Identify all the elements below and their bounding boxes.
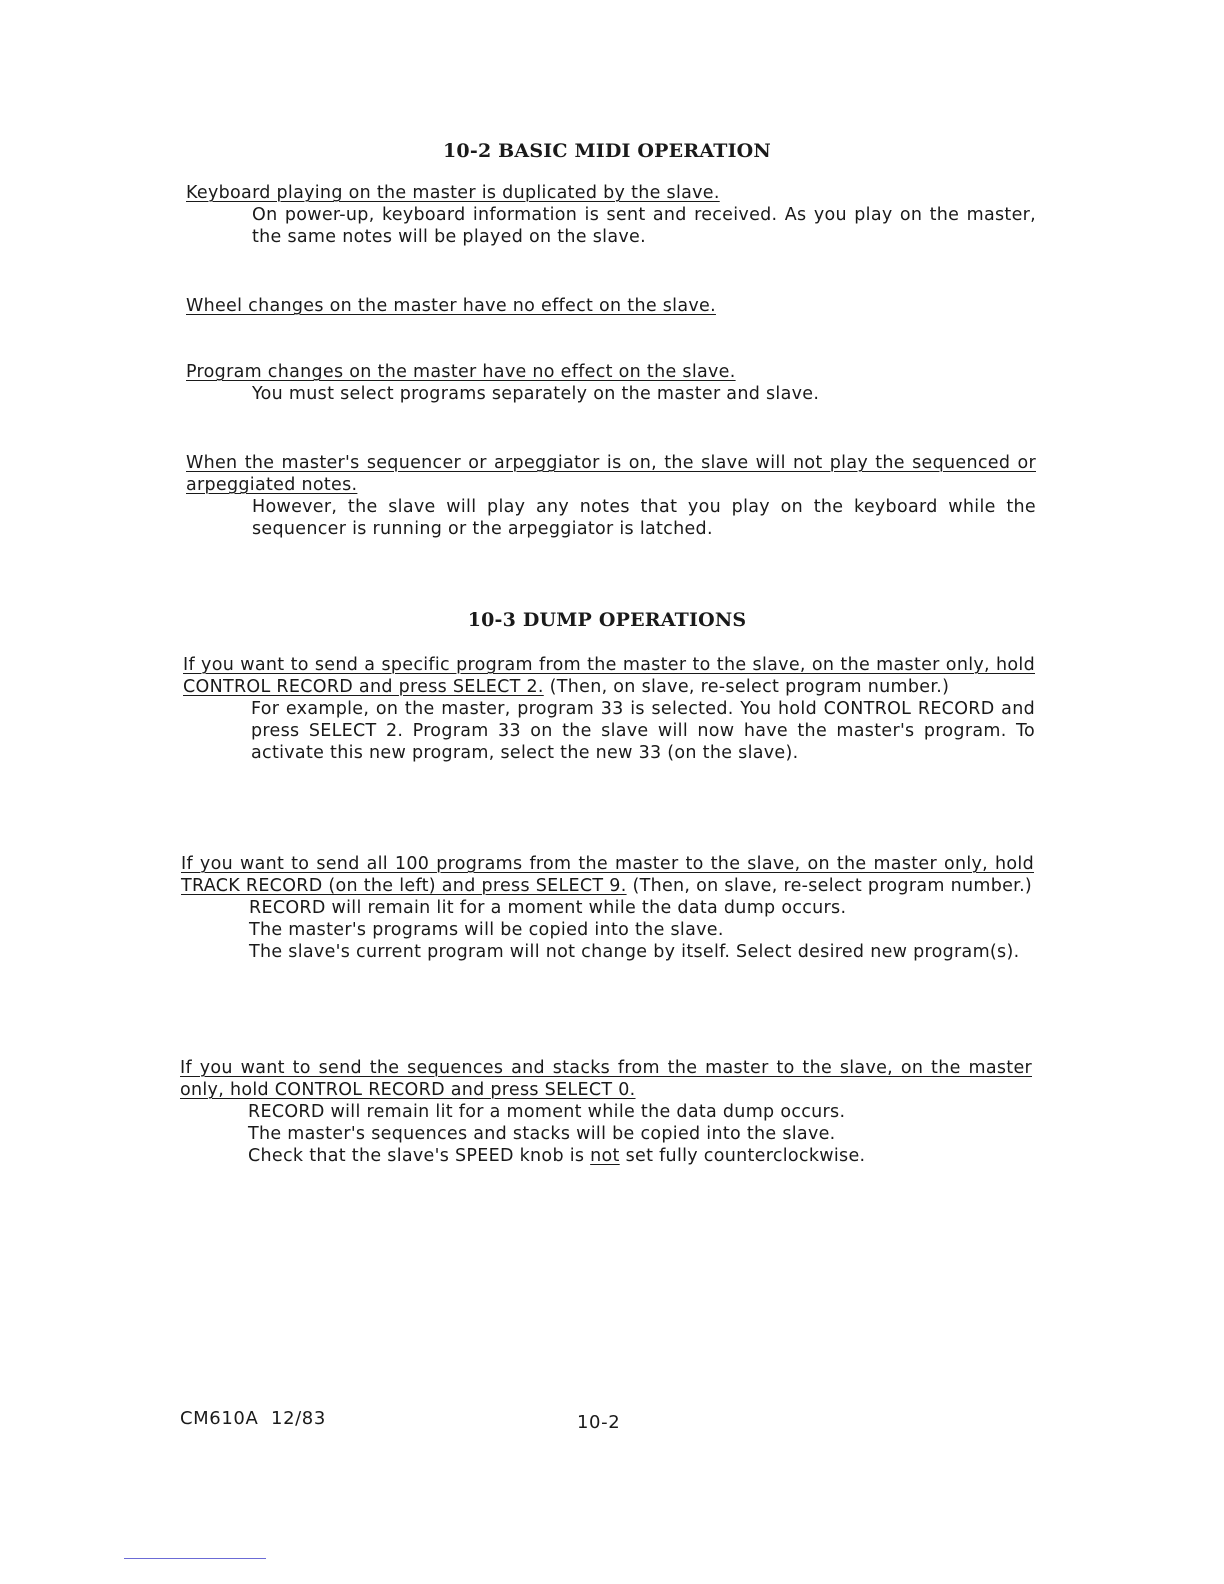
item-lead: Program changes on the master have no effect on the slave. xyxy=(186,362,736,382)
section-heading-dump-operations: 10-3 DUMP OPERATIONS xyxy=(467,609,747,631)
item-body: You must select programs separately on the master and slave. xyxy=(252,384,820,404)
item-send-sequences-stacks xyxy=(180,1057,1032,1167)
item-body-line: RECORD will remain lit for a moment while the data dump occurs. xyxy=(248,1102,846,1122)
item-lead: If you want to send all 100 programs from the master to the slave, on the master only, hold TRACK RECORD (on the left) and press SELECT 9. xyxy=(181,854,1034,896)
item-lead: When the master's sequencer or arpeggiator is on, the slave will not play the sequenced or arpeggiated notes. xyxy=(186,453,1036,495)
item-wheel-changes xyxy=(186,295,1036,317)
item-body: However, the slave will play any notes that you play on the keyboard while the sequencer is running or the arpeggiator is latched. xyxy=(252,497,1036,539)
document-id: CM610A 12/83 xyxy=(180,1408,326,1429)
item-body: On power-up, keyboard information is sent and received. As you play on the master, the same notes will be played on the slave. xyxy=(252,205,1036,247)
item-lead: If you want to send the sequences and stacks from the master to the slave, on the master only, hold CONTROL RECORD and press SELECT 0. xyxy=(180,1058,1032,1100)
item-body-line: The master's programs will be copied into the slave. xyxy=(249,920,724,940)
item-lead-note: (Then, on slave, re-select program number.) xyxy=(543,677,950,697)
item-body-line: RECORD will remain lit for a moment while the data dump occurs. xyxy=(249,898,847,918)
item-lead: Wheel changes on the master have no effect on the slave. xyxy=(186,296,716,316)
item-body-line: The slave's current program will not change by itself. Select desired new program(s). xyxy=(249,942,1020,962)
item-lead-note: (Then, on slave, re-select program number.) xyxy=(626,876,1033,896)
page-number: 10-2 xyxy=(577,1412,621,1433)
item-program-changes xyxy=(186,361,1036,405)
footnote-rule xyxy=(124,1558,266,1559)
item-send-all-programs xyxy=(181,853,1034,963)
item-sequencer-arpeggiator xyxy=(186,452,1036,540)
item-body-line: The master's sequences and stacks will be copied into the slave. xyxy=(248,1124,836,1144)
item-lead: If you want to send a specific program from the master to the slave, on the master only, hold CONTROL RECORD and press SELECT 2. xyxy=(183,655,1035,697)
section-heading-basic-midi: 10-2 BASIC MIDI OPERATION xyxy=(443,140,771,162)
emphasis-not: not xyxy=(590,1146,620,1166)
item-lead: Keyboard playing on the master is duplicated by the slave. xyxy=(186,183,720,203)
item-body-line: Check that the slave's SPEED knob is not set fully counterclockwise. xyxy=(248,1146,866,1166)
item-keyboard-playing xyxy=(186,182,1036,248)
item-body: For example, on the master, program 33 is selected. You hold CONTROL RECORD and press SELECT 2. Program 33 on the slave will now have the master's program. To activate this new program, select the new 33 (on the slave). xyxy=(251,699,1035,763)
item-send-specific-program xyxy=(183,654,1035,764)
